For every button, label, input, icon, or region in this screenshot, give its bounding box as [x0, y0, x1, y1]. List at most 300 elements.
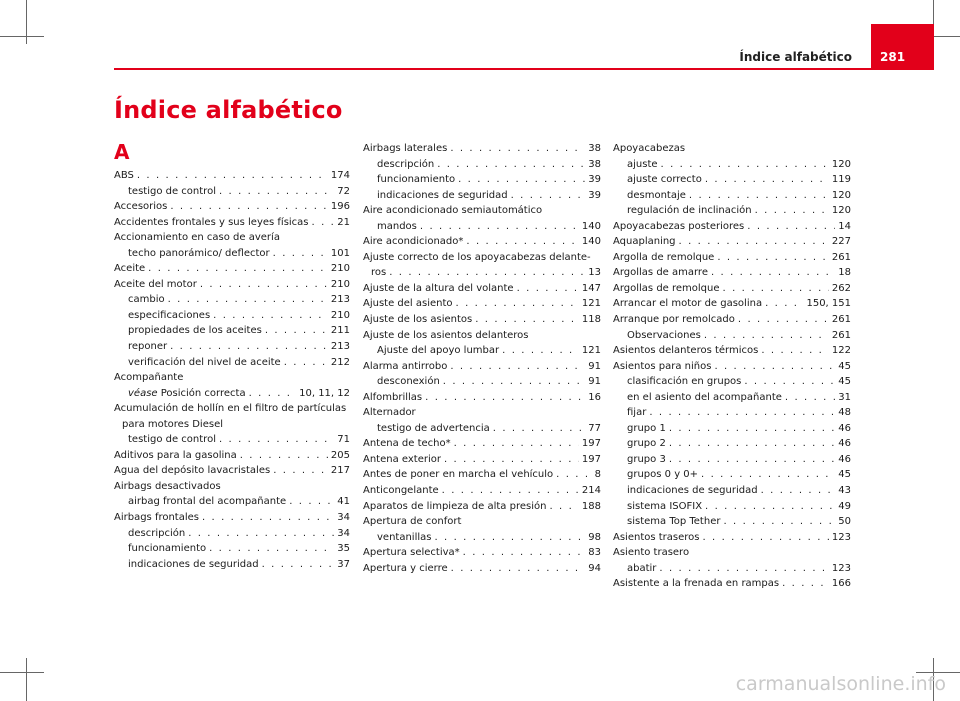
index-entry-page: 123: [831, 531, 851, 543]
index-entry-page: 166: [831, 578, 851, 590]
index-entry: [363, 436, 601, 452]
index-entry: [114, 339, 350, 355]
index-entry-label: cambio: [128, 294, 165, 306]
index-entry: [613, 421, 851, 437]
index-entry-label: Asientos traseros: [613, 531, 700, 543]
index-entry-page: 50: [838, 516, 851, 528]
index-entry-label: Ajuste del apoyo lumbar: [377, 345, 500, 357]
index-entry-page: 45: [838, 360, 851, 372]
index-entry-label: ABS: [114, 170, 134, 181]
index-entry-page: 48: [838, 407, 851, 419]
index-entry-label: mandos: [377, 220, 417, 232]
index-entry-page: 43: [838, 485, 851, 497]
index-entry-label: indicaciones de seguridad: [627, 485, 758, 497]
dot-leader: [249, 386, 297, 402]
dot-leader: [200, 277, 328, 293]
index-entry-label: grupos 0 y 0+: [627, 469, 699, 481]
index-entry: [363, 421, 601, 437]
index-entry: [363, 312, 601, 328]
index-entry-label: Apoyacabezas posteriores: [613, 220, 745, 232]
dot-leader: [265, 323, 328, 339]
index-entry: [613, 203, 851, 219]
page-title: Índice alfabético: [114, 96, 343, 124]
index-entry-label: ros: [371, 267, 387, 279]
index-entry-page: 140: [581, 220, 601, 232]
index-entry-page: 120: [831, 189, 851, 201]
dot-leader: [511, 188, 586, 204]
dot-leader: [456, 296, 579, 312]
dot-leader: [463, 545, 586, 561]
index-entry-label: Airbags laterales: [363, 143, 448, 154]
index-entry-label: Argollas de remolque: [613, 282, 720, 294]
dot-leader: [689, 188, 829, 204]
index-entry: [114, 401, 350, 417]
index-entry-page: 150, 151: [806, 298, 851, 310]
index-entry: [613, 296, 851, 312]
index-entry-label: Ajuste de la altura del volante: [363, 282, 514, 294]
index-entry-page: 77: [588, 422, 601, 434]
dot-leader: [312, 215, 335, 231]
index-entry-page: 14: [838, 220, 851, 232]
index-entry-page: 213: [330, 341, 350, 353]
dot-leader: [669, 436, 835, 452]
dot-leader: [137, 168, 328, 184]
index-entry-label: verificación del nivel de aceite: [128, 356, 281, 368]
index-entry: [363, 545, 601, 561]
index-entry-page: 101: [330, 247, 350, 259]
page-number: 281: [880, 50, 906, 64]
index-entry-label: Alfombrillas: [363, 391, 423, 403]
index-entry: [363, 561, 601, 577]
dot-leader: [434, 530, 585, 546]
dot-leader: [765, 296, 803, 312]
index-entry-label: Airbags desactivados: [114, 480, 221, 492]
dot-leader: [755, 203, 829, 219]
dot-leader: [188, 526, 334, 542]
index-entry-label: Agua del depósito lavacristales: [114, 465, 271, 477]
index-entry: [114, 557, 350, 573]
dot-leader: [444, 452, 579, 468]
index-entry-page: 210: [330, 263, 350, 275]
index-entry: [613, 436, 851, 452]
index-column-2: [363, 141, 601, 576]
index-entry-page: 261: [831, 314, 851, 326]
dot-leader: [761, 343, 829, 359]
index-entry-label: Acumulación de hollín en el filtro de partículas: [114, 403, 347, 415]
index-entry: [613, 561, 851, 577]
index-entry-label: Aire acondicionado*: [363, 236, 464, 248]
index-entry-page: 196: [330, 201, 350, 213]
index-entry-page: 8: [594, 469, 601, 481]
dot-leader: [202, 510, 334, 526]
crop-mark: [0, 36, 44, 37]
index-entry: [613, 359, 851, 375]
dot-leader: [443, 374, 585, 390]
dot-leader: [451, 561, 586, 577]
index-entry-page: 205: [330, 449, 350, 461]
index-entry-label: en el asiento del acompañante: [627, 391, 782, 403]
index-entry: [613, 576, 851, 592]
index-entry-page: 39: [588, 189, 601, 201]
index-entry: [363, 172, 601, 188]
index-entry-page: 46: [838, 438, 851, 450]
index-entry-page: 121: [581, 298, 601, 310]
index-entry-page: 262: [831, 282, 851, 294]
index-entry: [363, 281, 601, 297]
index-entry-page: 13: [588, 267, 601, 279]
index-entry-label: especificaciones: [128, 309, 211, 321]
index-entry: [363, 499, 601, 515]
index-entry: [363, 250, 601, 266]
index-entry-label: airbag frontal del acompañante: [128, 496, 287, 508]
index-entry: [613, 467, 851, 483]
dot-leader: [549, 499, 578, 515]
dot-leader: [738, 312, 829, 328]
index-entry-label: Aditivos para la gasolina: [114, 449, 237, 461]
see-reference: véase: [128, 387, 158, 399]
index-entry-page: 227: [831, 236, 851, 248]
index-entry: [363, 514, 601, 530]
index-entry-page: 18: [838, 267, 851, 279]
index-entry-label: testigo de advertencia: [377, 422, 490, 434]
index-entry-label: Ajuste de los asientos delanteros: [363, 329, 529, 341]
index-entry-label: Accesorios: [114, 201, 168, 213]
dot-leader: [714, 359, 835, 375]
index-entry-label: descripción: [377, 158, 435, 170]
index-entry: [114, 246, 350, 262]
dot-leader: [454, 436, 579, 452]
index-entry: [114, 355, 350, 371]
index-column-1: [114, 168, 350, 572]
dot-leader: [450, 359, 585, 375]
dot-leader: [213, 308, 328, 324]
index-entry: [613, 141, 851, 157]
dot-leader: [517, 281, 579, 297]
crop-mark: [26, 0, 27, 44]
index-entry-label: Apertura y cierre: [363, 562, 448, 574]
index-entry-label: grupo 2: [627, 438, 666, 450]
index-entry-label: indicaciones de seguridad: [377, 189, 508, 201]
index-entry-label: Ajuste del asiento: [363, 298, 453, 310]
index-entry-page: 174: [330, 170, 350, 181]
index-entry: [613, 172, 851, 188]
dot-leader: [458, 172, 585, 188]
index-entry: [114, 417, 350, 433]
dot-leader: [284, 355, 328, 371]
index-entry: [363, 296, 601, 312]
index-entry-label: Ajuste correcto de los apoyacabezas delante-: [363, 251, 591, 263]
dot-leader: [273, 246, 328, 262]
index-entry-page: 197: [581, 453, 601, 465]
index-entry-page: 261: [831, 251, 851, 263]
index-entry-page: 37: [337, 558, 350, 570]
index-entry-label: ajuste: [627, 158, 658, 170]
index-entry-page: 49: [838, 500, 851, 512]
index-entry-label: Aparatos de limpieza de alta presión: [363, 500, 547, 512]
index-entry: [363, 467, 601, 483]
watermark: carmanualsonline.info: [735, 673, 946, 695]
index-entry-label: funcionamiento: [377, 174, 456, 186]
index-entry-page: 210: [330, 309, 350, 321]
index-entry-label: Arranque por remolcado: [613, 314, 735, 326]
index-entry-page: 34: [337, 512, 350, 524]
index-entry-label: Apertura selectiva*: [363, 547, 460, 559]
index-entry-page: 41: [337, 496, 350, 508]
index-entry-label: Aire acondicionado semiautomático: [363, 205, 543, 217]
index-entry-label: Aceite del motor: [114, 278, 197, 290]
crop-mark: [26, 658, 27, 701]
index-entry: [613, 405, 851, 421]
index-entry-label: Aceite: [114, 263, 146, 275]
index-entry-page: 140: [581, 236, 601, 248]
index-entry-label: Airbags frontales: [114, 512, 199, 524]
index-entry-page: 214: [581, 485, 601, 497]
dot-leader: [450, 141, 585, 157]
index-entry-page: 94: [588, 562, 601, 574]
index-entry-label: Antena de techo*: [363, 438, 451, 450]
index-entry-label: Ajuste de los asientos: [363, 314, 473, 326]
index-entry-page: 120: [831, 158, 851, 170]
index-entry: [613, 452, 851, 468]
index-entry-page: 16: [588, 391, 601, 403]
index-entry: [613, 514, 851, 530]
index-entry: [114, 541, 350, 557]
index-entry-label: Acompañante: [114, 372, 184, 384]
index-entry-page: 120: [831, 205, 851, 217]
index-entry-label: Apoyacabezas: [613, 143, 686, 154]
index-entry: [613, 188, 851, 204]
dot-leader: [556, 467, 591, 483]
index-entry: [363, 219, 601, 235]
dot-leader: [717, 250, 829, 266]
dot-leader: [466, 234, 579, 250]
dot-leader: [659, 561, 828, 577]
see-reference-target: Posición correcta: [157, 387, 246, 399]
index-entry-label: Apertura de confort: [363, 516, 462, 528]
index-entry-page: 188: [581, 500, 601, 512]
index-entry-page: 210: [330, 278, 350, 290]
index-entry-label: Observaciones: [627, 329, 701, 341]
dot-leader: [705, 172, 829, 188]
index-entry-label: indicaciones de seguridad: [128, 558, 259, 570]
dot-leader: [437, 157, 585, 173]
index-entry-label: Anticongelante: [363, 485, 439, 497]
dot-leader: [782, 576, 829, 592]
crop-mark: [0, 672, 44, 673]
index-entry: [613, 312, 851, 328]
index-entry-page: 31: [838, 391, 851, 403]
index-entry-label: Alarma antirrobo: [363, 360, 448, 372]
index-entry-page: 34: [337, 527, 350, 539]
index-entry-page: 261: [831, 329, 851, 341]
index-entry-page: 91: [588, 360, 601, 372]
index-entry-label: sistema ISOFIX: [627, 500, 703, 512]
dot-leader: [170, 199, 328, 215]
header-rule: [114, 68, 934, 70]
index-entry: [613, 545, 851, 561]
index-entry: [613, 530, 851, 546]
index-entry-label: Antena exterior: [363, 453, 441, 465]
index-entry-page: 213: [330, 294, 350, 306]
dot-leader: [168, 292, 328, 308]
dot-leader: [701, 467, 835, 483]
index-entry: [114, 261, 350, 277]
index-entry-page: 72: [337, 185, 350, 197]
index-entry: [114, 308, 350, 324]
index-entry-page: 21: [337, 216, 350, 228]
index-entry: [114, 386, 350, 402]
index-entry-label: testigo de control: [128, 434, 216, 446]
index-entry-label: ventanillas: [377, 531, 432, 543]
dot-leader: [493, 421, 585, 437]
index-entry-label: Accidentes frontales y sus leyes físicas: [114, 216, 309, 228]
dot-leader: [711, 265, 835, 281]
dot-leader: [475, 312, 579, 328]
index-entry: [363, 452, 601, 468]
index-entry: [114, 510, 350, 526]
index-entry: [114, 168, 350, 184]
index-entry-page: 38: [588, 158, 601, 170]
dot-leader: [502, 343, 579, 359]
index-entry: [363, 530, 601, 546]
index-entry: [114, 230, 350, 246]
index-entry-page: 211: [330, 325, 350, 337]
running-header-title: Índice alfabético: [739, 50, 852, 64]
index-entry: [613, 219, 851, 235]
index-entry-page: 46: [838, 453, 851, 465]
index-entry-label: Accionamiento en caso de avería: [114, 232, 280, 244]
index-entry: [363, 265, 601, 281]
dot-leader: [240, 448, 328, 464]
index-entry-page: 212: [330, 356, 350, 368]
index-entry-page: 35: [337, 543, 350, 555]
index-entry: [114, 277, 350, 293]
index-entry-label: sistema Top Tether: [627, 516, 721, 528]
index-entry-label: propiedades de los aceites: [128, 325, 262, 337]
index-entry-label: Aquaplaning: [613, 236, 676, 248]
index-entry: [613, 483, 851, 499]
dot-leader: [273, 463, 328, 479]
index-entry-label: testigo de control: [128, 185, 216, 197]
index-entry-page: 197: [581, 438, 601, 450]
dot-leader: [723, 281, 829, 297]
index-entry-label: desconexión: [377, 376, 440, 388]
dot-leader: [761, 483, 836, 499]
dot-leader: [661, 157, 829, 173]
dot-leader: [744, 374, 835, 390]
index-entry: [114, 215, 350, 231]
index-entry-label: Asientos para niños: [613, 360, 712, 372]
index-entry: [114, 448, 350, 464]
index-entry: [363, 188, 601, 204]
index-entry: [114, 184, 350, 200]
dot-leader: [703, 530, 829, 546]
index-entry: [613, 343, 851, 359]
index-entry: [363, 359, 601, 375]
dot-leader: [669, 452, 835, 468]
index-entry: [363, 390, 601, 406]
index-entry-label: Asiento trasero: [613, 547, 690, 559]
index-entry-label: grupo 1: [627, 422, 666, 434]
index-entry: [613, 281, 851, 297]
index-entry-page: 71: [337, 434, 350, 446]
index-entry: [613, 234, 851, 250]
index-entry-page: 39: [588, 174, 601, 186]
index-entry: [363, 234, 601, 250]
index-entry: [114, 199, 350, 215]
index-entry: [363, 483, 601, 499]
index-entry: [613, 250, 851, 266]
dot-leader: [420, 219, 579, 235]
index-entry: [363, 141, 601, 157]
index-entry: [114, 292, 350, 308]
dot-leader: [704, 328, 829, 344]
index-entry: [114, 432, 350, 448]
dot-leader: [262, 557, 335, 573]
index-entry: [114, 479, 350, 495]
index-entry-label: descripción: [128, 527, 186, 539]
index-entry-label: Alternador: [363, 407, 416, 419]
index-entry-label: Asientos delanteros térmicos: [613, 345, 759, 357]
index-entry-label: ajuste correcto: [627, 174, 702, 186]
index-entry-label: desmontaje: [627, 189, 686, 201]
index-entry: [114, 526, 350, 542]
index-entry-label: grupo 3: [627, 453, 666, 465]
index-entry: [363, 374, 601, 390]
index-entry-label: Argollas de amarre: [613, 267, 708, 279]
index-entry-page: 119: [831, 174, 851, 186]
dot-leader: [649, 405, 835, 421]
index-entry-page: 147: [581, 282, 601, 294]
dot-leader: [425, 390, 585, 406]
index-entry: [363, 343, 601, 359]
index-entry: [363, 203, 601, 219]
dot-leader: [723, 514, 835, 530]
dot-leader: [389, 265, 585, 281]
dot-leader: [442, 483, 579, 499]
index-entry-page: 122: [831, 345, 851, 357]
dot-leader: [209, 541, 334, 557]
index-entry-label: regulación de inclinación: [627, 205, 752, 217]
index-entry-page: 118: [581, 314, 601, 326]
section-letter: A: [114, 140, 130, 164]
index-entry-page: 217: [330, 465, 350, 477]
index-entry-label: para motores Diesel: [122, 418, 223, 430]
index-entry: [613, 265, 851, 281]
index-entry-label: clasificación en grupos: [627, 376, 742, 388]
index-entry: [363, 405, 601, 421]
index-entry: [613, 328, 851, 344]
index-entry: [114, 370, 350, 386]
index-entry-page: 45: [838, 376, 851, 388]
index-entry-label: abatir: [627, 562, 657, 574]
index-entry-label: fijar: [627, 407, 647, 419]
index-entry-page: 83: [588, 547, 601, 559]
dot-leader: [170, 339, 328, 355]
dot-leader: [679, 234, 829, 250]
index-entry: [114, 494, 350, 510]
index-entry-page: 91: [588, 376, 601, 388]
dot-leader: [669, 421, 835, 437]
index-entry-label: Argolla de remolque: [613, 251, 715, 263]
index-entry-page: 46: [838, 422, 851, 434]
dot-leader: [785, 390, 835, 406]
dot-leader: [219, 432, 334, 448]
index-entry-page: 98: [588, 531, 601, 543]
index-entry: [613, 374, 851, 390]
index-entry-label: Arrancar el motor de gasolina: [613, 298, 763, 310]
index-entry-label: techo panorámico/ deflector: [128, 247, 270, 259]
